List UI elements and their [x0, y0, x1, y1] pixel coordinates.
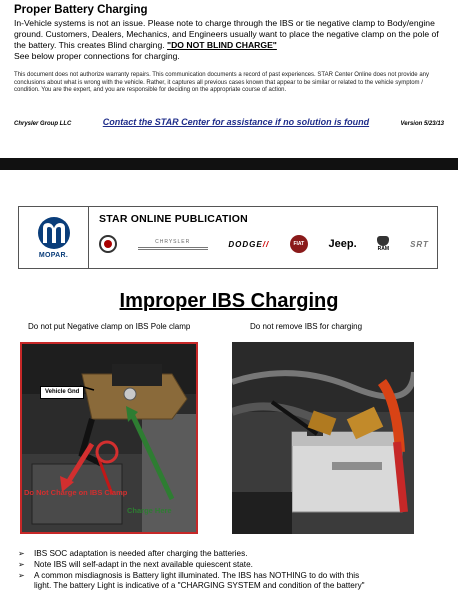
- right-photo-caption: Do not remove IBS for charging: [250, 322, 363, 331]
- document-header: [0, 0, 458, 158]
- star-publication-banner: [18, 206, 438, 269]
- blind-charge-warning: "DO NOT BLIND CHARGE": [167, 40, 277, 50]
- disclaimer-text: This document does not authorize warranty repairs. This communication documents a record of past experiences. STAR Center Online does not provide any conclusions about what is wrong with the vehicle. Rather, it captures all previous cases known that appear to be similar or related to the vehicle symptom / condition. You are the expert, and you are responsible for deciding on the appropriate course of action.: [14, 72, 429, 94]
- dodge-stripes-icon: //: [262, 239, 270, 249]
- publication-title: STAR ONLINE PUBLICATION: [99, 213, 248, 225]
- jeep-logo: Jeep.: [328, 238, 357, 250]
- header-footer-row: [14, 117, 444, 127]
- dodge-logo: [228, 240, 269, 249]
- list-item: ➢ IBS SOC adaptation is needed after charging the batteries.: [18, 549, 438, 560]
- battery-charging-photo: [232, 342, 414, 534]
- section-title: Improper IBS Charging: [119, 290, 339, 312]
- list-item-continuation: light. The battery Light is indicative of a "CHARGING SYSTEM and condition of the battery": [34, 581, 365, 591]
- chrysler-logo: [138, 239, 208, 250]
- dodge-wordmark: DODGE: [228, 239, 263, 249]
- mopar-m-icon: [34, 216, 74, 250]
- brand-logos-row: [99, 235, 429, 253]
- list-item: ➢ A common misdiagnosis is Battery light illuminated. The IBS has NOTHING to do with this: [18, 571, 438, 582]
- ibs-clamp-photo: [20, 342, 198, 534]
- publication-info: [89, 207, 437, 268]
- contact-star-link[interactable]: Contact the STAR Center for assistance if no solution is found: [102, 117, 370, 127]
- left-photo-caption: Do not put Negative clamp on IBS Pole clamp: [28, 322, 191, 331]
- charge-here-label: Charge Here: [127, 506, 172, 515]
- intro-text: In-Vehicle systems is not an issue. Please note to charge through the IBS or tie negative clamp to Body/engine ground. Customers, Dealers, Mechanics, and Engineers usually want to place the negative clamp on the pole of the battery. This creates Blind charging.: [14, 18, 439, 50]
- notes-list: [18, 549, 438, 592]
- mopar-logo: [19, 207, 89, 268]
- version-label: Version 5/23/13: [400, 121, 444, 127]
- company-name: Chrysler Group LLC: [14, 121, 72, 127]
- chrysler-wordmark: CHRYSLER: [155, 238, 191, 245]
- see-below-text: See below proper connections for charging.: [14, 51, 180, 61]
- battery-charging-illustration: [232, 342, 414, 534]
- fiat-logo-icon: [290, 235, 308, 253]
- srt-logo: SRT: [410, 239, 429, 249]
- ram-logo: [377, 236, 389, 252]
- ram-head-icon: [377, 236, 389, 246]
- page-divider-bar: [0, 158, 458, 170]
- alfa-romeo-logo-icon: [99, 235, 117, 253]
- mopar-wordmark: MOPAR.: [38, 252, 69, 259]
- list-item: ➢ Note IBS will self-adapt in the next available quiescent state.: [18, 560, 438, 571]
- ram-wordmark: RAM: [377, 246, 390, 252]
- no-charge-label: Do Not Charge on IBS Clamp: [24, 488, 128, 497]
- intro-paragraph: [14, 18, 444, 62]
- fiat-wordmark: FIAT: [293, 241, 305, 247]
- page-title: Proper Battery Charging: [14, 4, 148, 16]
- vehicle-gnd-label: Vehicle Gnd: [40, 386, 84, 399]
- chrysler-wings-icon: [138, 247, 208, 250]
